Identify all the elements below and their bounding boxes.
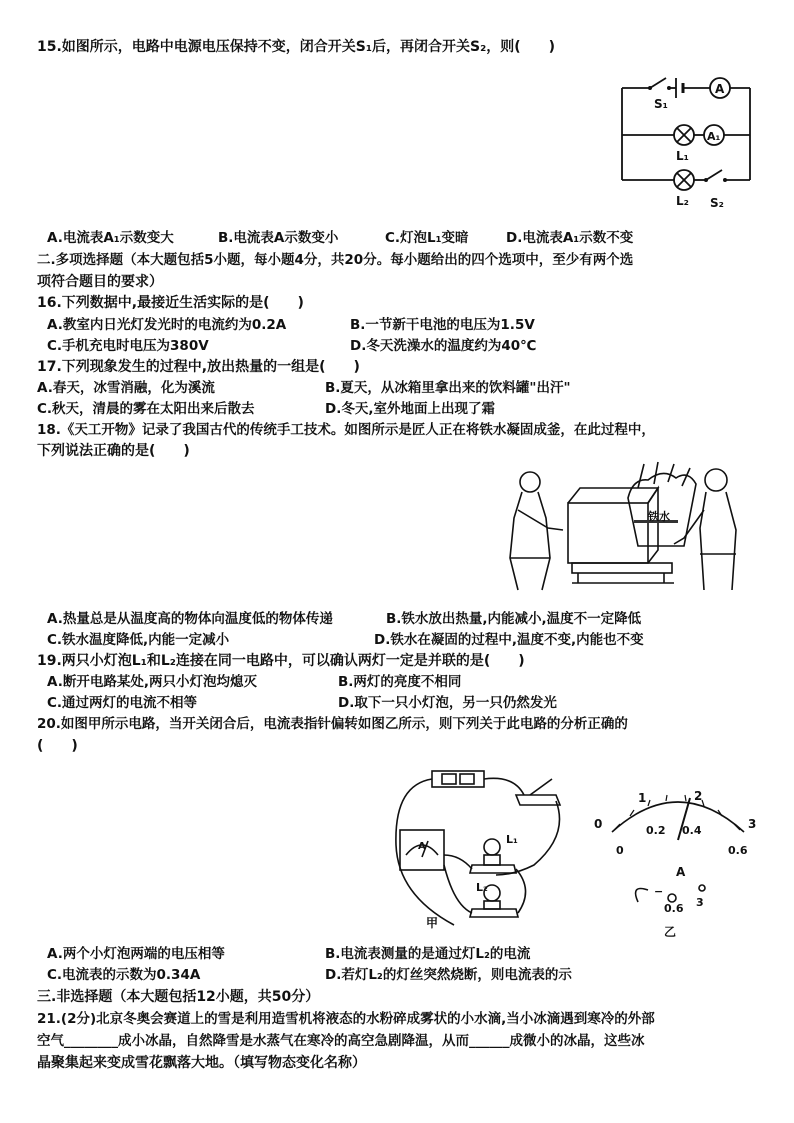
- section2-heading-line1: 二.多项选择题（本大题包括5小题，每小题4分，共20分。每小题给出的四个选项中，至少有两个选: [37, 252, 634, 268]
- q20-label-yi: 乙: [664, 925, 677, 939]
- q20-label-l1: L₁: [506, 833, 518, 846]
- q18-artisan-casting-illustration: [488, 458, 768, 598]
- q19-option-b: B.两灯的亮度不相同: [338, 674, 462, 690]
- dial-inner-tick-0: 0: [616, 844, 624, 857]
- dial-outer-tick-2: 2: [694, 789, 703, 803]
- q17-stem: 17.下列现象发生的过程中,放出热量的一组是( ): [37, 359, 360, 375]
- label-ammeter-a: A: [715, 82, 725, 96]
- q20-option-c: C.电流表的示数为0.34A: [47, 967, 201, 983]
- dial-inner-tick-0-6: 0.6: [728, 844, 748, 857]
- q20-label-jia: 甲: [426, 916, 439, 930]
- label-s1: S₁: [654, 97, 668, 111]
- q21-line3: 晶聚集起来变成雪花飘落大地。（填写物态变化名称）: [37, 1055, 366, 1071]
- q15-option-c: C.灯泡L₁变暗: [385, 230, 469, 246]
- q18-stem-line1: 18.《天工开物》记录了我国古代的传统手工技术。如图所示是匠人正在将铁水凝固成釜，在此过程中，: [37, 422, 655, 438]
- q17-option-d: D.冬天,室外地面上出现了霜: [325, 401, 495, 417]
- dial-outer-tick-0: 0: [594, 817, 603, 831]
- q20-option-b: B.电流表测量的是通过灯L₂的电流: [325, 946, 531, 962]
- q21-line2: 空气________成小冰晶，自然降雪是水蒸气在寒冷的高空急剧降温，从而______成微小的冰晶，这些冰: [37, 1033, 645, 1049]
- q20-option-a: A.两个小灯泡两端的电压相等: [47, 946, 225, 962]
- dial-unit-label: A: [676, 865, 686, 879]
- q18-option-c: C.铁水温度降低,内能一定减小: [47, 632, 230, 648]
- label-l2: L₂: [676, 194, 689, 208]
- q19-option-d: D.取下一只小灯泡，另一只仍然发光: [338, 695, 557, 711]
- q21-line1: 21.(2分)北京冬奥会赛道上的雪是利用造雪机将液态的水粉碎成雾状的小水滴,当小冰滴遇到寒冷的外部: [37, 1011, 655, 1027]
- label-l1: L₁: [676, 149, 689, 163]
- q17-option-a: A.春天，冰雪消融，化为溪流: [37, 380, 215, 396]
- q15-stem: 15.如图所示，电路中电源电压保持不变，闭合开关S₁后，再闭合开关S₂，则( ): [37, 39, 556, 55]
- q18-stem-line2: 下列说法正确的是( ): [37, 443, 190, 459]
- dial-terminal-minus: −: [654, 885, 664, 898]
- q16-option-c: C.手机充电时电压为380V: [47, 338, 209, 354]
- label-s2: S₂: [710, 196, 724, 210]
- dial-inner-tick-0-2: 0.2: [646, 824, 666, 837]
- dial-outer-tick-1: 1: [638, 791, 647, 805]
- q15-option-d: D.电流表A₁示数不变: [506, 230, 634, 246]
- q20-ammeter-dial-figure-yi: [590, 780, 765, 940]
- q18-figure-label: 铁水: [648, 510, 670, 523]
- section3-heading: 三.非选择题（本大题包括12小题，共50分）: [37, 989, 320, 1005]
- q19-option-c: C.通过两灯的电流不相等: [47, 695, 198, 711]
- q15-option-b: B.电流表A示数变小: [218, 230, 339, 246]
- section2-heading-line2: 项符合题目的要求）: [37, 274, 163, 290]
- q16-option-d: D.冬天洗澡水的温度约为40℃: [350, 338, 537, 354]
- q20-label-l2: L₂: [476, 881, 488, 894]
- q20-option-d: D.若灯L₂的灯丝突然烧断，则电流表的示: [325, 967, 572, 983]
- q19-stem: 19.两只小灯泡L₁和L₂连接在同一电路中，可以确认两灯一定是并联的是( ): [37, 653, 525, 669]
- q17-option-b: B.夏天，从冰箱里拿出来的饮料罐"出汗": [325, 380, 571, 396]
- dial-inner-tick-0-4: 0.4: [682, 824, 702, 837]
- q18-option-d: D.铁水在凝固的过程中,温度不变,内能也不变: [374, 632, 644, 648]
- q19-option-a: A.断开电路某处,两只小灯泡均熄灭: [47, 674, 257, 690]
- q18-option-b: B.铁水放出热量,内能减小,温度不一定降低: [386, 611, 642, 627]
- dial-terminal-0-6: 0.6: [664, 902, 684, 915]
- q20-ammeter-label: A: [418, 841, 426, 852]
- q20-circuit-figure-jia: [384, 765, 584, 935]
- dial-terminal-3: 3: [696, 896, 704, 909]
- q20-stem-line2: ( ): [37, 738, 78, 754]
- q16-option-a: A.教室内日光灯发光时的电流约为0.2A: [47, 317, 287, 333]
- q15-circuit-diagram: [612, 70, 762, 220]
- dial-outer-tick-3: 3: [748, 817, 757, 831]
- q16-option-b: B.一节新干电池的电压为1.5V: [350, 317, 535, 333]
- q18-option-a: A.热量总是从温度高的物体向温度低的物体传递: [47, 611, 333, 627]
- q20-stem-line1: 20.如图甲所示电路，当开关闭合后，电流表指针偏转如图乙所示，则下列关于此电路的分析正确的: [37, 716, 628, 732]
- q16-stem: 16.下列数据中,最接近生活实际的是( ): [37, 295, 304, 311]
- q17-option-c: C.秋天，清晨的雾在太阳出来后散去: [37, 401, 255, 417]
- q15-option-a: A.电流表A₁示数变大: [47, 230, 174, 246]
- label-ammeter-a1: A₁: [707, 130, 721, 143]
